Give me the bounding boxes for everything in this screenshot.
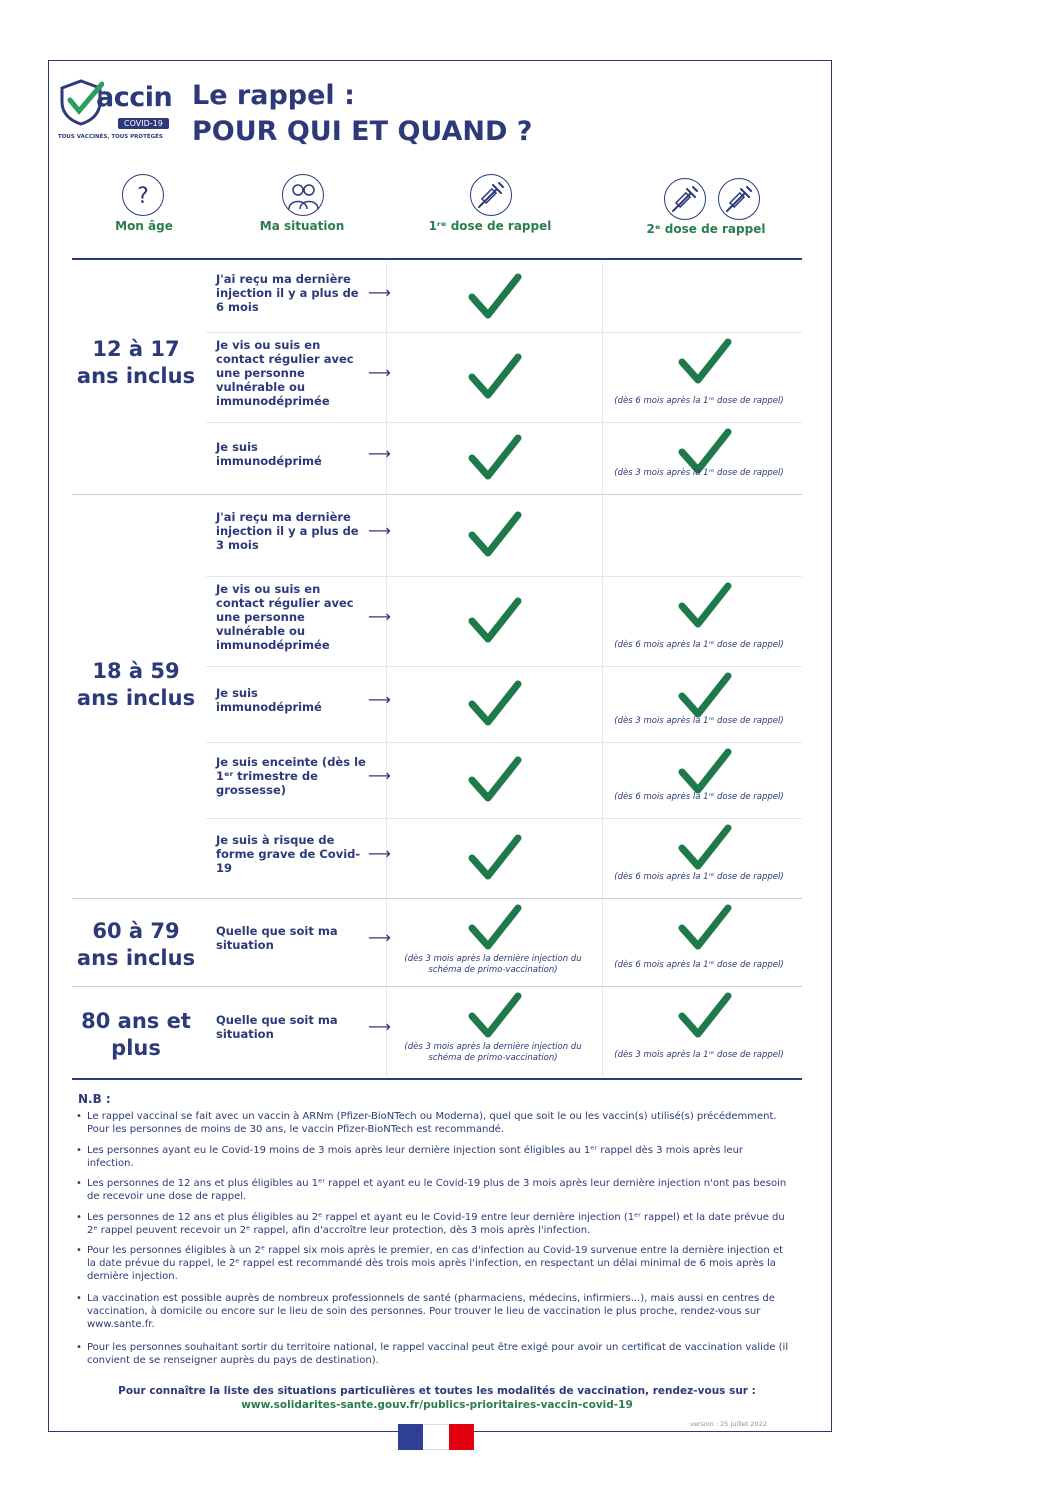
nb-item-text: • Pour les personnes souhaitant sortir du territoire national, le rappel vaccinal peut être exigé pour avoir un certificat de vaccination valide (il convient de se renseigner auprès du pays de destination).	[87, 1342, 789, 1366]
flag-white	[423, 1424, 448, 1450]
arrow-right-icon: ⟶	[368, 690, 391, 709]
header-age: Mon âge	[115, 219, 173, 233]
svg-text:?: ?	[137, 184, 149, 209]
people-icon	[282, 174, 324, 216]
dose2-note: (dès 6 mois après la 1ʳᵉ dose de rappel)	[614, 640, 784, 650]
dose2-check-icon	[678, 672, 732, 720]
dose1-check-icon	[468, 511, 522, 559]
syringe-icon	[664, 178, 706, 220]
dose1-check-icon	[468, 273, 522, 321]
dose1-check-icon	[468, 353, 522, 401]
question-icon	[122, 174, 164, 216]
situation-text: Je vis ou suis en contact régulier avec une personne vulnérable ou immunodéprimée	[216, 338, 354, 408]
row-separator	[206, 576, 802, 577]
dose2-check-icon	[678, 338, 732, 386]
version-label: version : 25 juillet 2022	[690, 1420, 767, 1428]
dose1-check-icon	[468, 597, 522, 645]
row-separator	[206, 666, 802, 667]
table-bottom-rule	[72, 1078, 802, 1080]
page-title-line2: POUR QUI ET QUAND ?	[192, 116, 533, 147]
arrow-right-icon: ⟶	[368, 928, 391, 947]
dose2-note: (dès 6 mois après la 1ʳᵉ dose de rappel)	[614, 872, 784, 882]
syringe-icon	[470, 174, 512, 216]
situation-text: J'ai reçu ma dernière injection il y a plus de 6 mois	[216, 272, 359, 314]
nb-item-text: • Les personnes de 12 ans et plus éligibles au 2ᵉ rappel et ayant eu le Covid-19 entre leur dernière injection (1ᵉʳ rappel) et la date prévue du 2ᵉ rappel peuvent recevoir un 2ᵉ rappel, afin d'accroître leur protection, dès 3 mois après l'infection.	[87, 1212, 785, 1236]
dose2-note: (dès 3 mois après la 1ʳᵉ dose de rappel)	[614, 1050, 784, 1060]
dose2-note: (dès 6 mois après la 1ʳᵉ dose de rappel)	[614, 792, 784, 802]
dose2-check-icon	[678, 582, 732, 630]
age-group-60-79: 60 à 79 ans inclus	[76, 919, 196, 970]
table-top-rule	[72, 258, 802, 260]
dose2-note: (dès 6 mois après la 1ʳᵉ dose de rappel)	[614, 396, 784, 406]
situation-text: Je suis à risque de forme grave de Covid-19	[216, 833, 361, 875]
age-group-12-17: 12 à 17 ans inclus	[76, 337, 196, 388]
nb-item-text: • Les personnes ayant eu le Covid-19 moins de 3 mois après leur dernière injection sont éligibles au 1ᵉʳ rappel dès 3 mois après leur infection.	[87, 1145, 744, 1169]
nb-item	[78, 1341, 790, 1367]
situation-text: J'ai reçu ma dernière injection il y a plus de 3 mois	[216, 510, 359, 552]
nb-item	[78, 1244, 790, 1283]
dose2-note: (dès 6 mois après la 1ʳᵉ dose de rappel)	[614, 960, 784, 970]
arrow-right-icon: ⟶	[368, 1017, 391, 1036]
row-separator	[206, 422, 802, 423]
arrow-right-icon: ⟶	[368, 521, 391, 540]
vaccin-logo	[58, 74, 178, 144]
flag-blue	[398, 1424, 423, 1450]
arrow-right-icon: ⟶	[368, 607, 391, 626]
dose2-check-icon	[678, 992, 732, 1040]
dose1-note: (dès 3 mois après la dernière injection du schéma de primo-vaccination)	[404, 954, 582, 975]
nb-item	[78, 1177, 790, 1203]
header-dose1: 1ʳᵉ dose de rappel	[428, 219, 552, 233]
nb-item-text: • Le rappel vaccinal se fait avec un vaccin à ARNm (Pfizer-BioNTech ou Moderna), quel que soit le ou les vaccin(s) utilisé(s) précédemment. Pour les personnes de moins de 30 ans, le vaccin Pfizer-BioNTech est recommandé.	[87, 1111, 777, 1135]
arrow-right-icon: ⟶	[368, 283, 391, 302]
arrow-right-icon: ⟶	[368, 844, 391, 863]
dose2-check-icon	[678, 904, 732, 952]
dose1-check-icon	[468, 434, 522, 482]
dose2-note: (dès 3 mois après la 1ʳᵉ dose de rappel)	[614, 716, 784, 726]
nb-item-text: • Pour les personnes éligibles à un 2ᵉ rappel six mois après le premier, en cas d'infection au Covid-19 survenue entre la dernière injection et la date prévue du rappel, le 2ᵉ rappel est recommandé dès trois mois après l'infection, en respectant un délai minimal de 6 mois après la dernière injection.	[87, 1245, 784, 1282]
dose1-note: (dès 3 mois après la dernière injection du schéma de primo-vaccination)	[404, 1042, 582, 1063]
page-title-line1: Le rappel :	[192, 80, 355, 111]
row-separator	[206, 332, 802, 333]
syringe-icon	[718, 178, 760, 220]
situation-text: Je suis immunodéprimé	[216, 440, 322, 468]
arrow-right-icon: ⟶	[368, 766, 391, 785]
nb-item	[78, 1292, 790, 1331]
logo-word: accin	[96, 82, 173, 113]
flag-red	[449, 1424, 474, 1450]
dose2-check-icon	[678, 824, 732, 872]
header-situation: Ma situation	[259, 219, 345, 233]
logo-badge: COVID-19	[118, 118, 169, 129]
age-group-80-plus: 80 ans et plus	[81, 1009, 191, 1060]
dose1-check-icon	[468, 904, 522, 952]
situation-text: Je suis enceinte (dès le 1ᵉʳ trimestre de grossesse)	[216, 755, 366, 797]
dose1-check-icon	[468, 992, 522, 1040]
nb-item-text: • Les personnes de 12 ans et plus éligibles au 1ᵉʳ rappel et ayant eu le Covid-19 plus de 3 mois après leur dernière injection n'ont pas besoin de recevoir une dose de rappel.	[87, 1178, 787, 1202]
dose1-check-icon	[468, 756, 522, 804]
nb-item-text: • La vaccination est possible auprès de nombreux professionnels de santé (pharmaciens, médecins, infirmiers...), mais aussi en centres de vaccination, à domicile ou encore sur le lieu de soin des personnes. Pour trouver le lieu de vaccination le plus proche, rendez-vous sur www.sante.fr.	[87, 1293, 775, 1330]
situation-text: Je suis immunodéprimé	[216, 686, 322, 714]
logo-tagline: TOUS VACCINÉS, TOUS PROTÉGÉS	[58, 134, 163, 140]
nb-item	[78, 1110, 790, 1136]
footer-link[interactable]: www.solidarites-sante.gouv.fr/publics-prioritaires-vaccin-covid-19	[241, 1399, 633, 1411]
row-separator	[72, 494, 802, 495]
arrow-right-icon: ⟶	[368, 363, 391, 382]
nb-item	[78, 1211, 790, 1237]
dose1-check-icon	[468, 680, 522, 728]
arrow-right-icon: ⟶	[368, 444, 391, 463]
nb-title: N.B :	[78, 1092, 111, 1106]
dose2-check-icon	[678, 748, 732, 796]
situation-text: Je vis ou suis en contact régulier avec une personne vulnérable ou immunodéprimée	[216, 582, 354, 652]
column-separator	[602, 262, 603, 1076]
header-dose2: 2ᵉ dose de rappel	[646, 222, 766, 236]
dose1-check-icon	[468, 834, 522, 882]
row-separator	[72, 898, 802, 899]
row-separator	[206, 742, 802, 743]
column-separator	[386, 262, 387, 1076]
dose2-note: (dès 3 mois après la 1ʳᵉ dose de rappel)	[614, 468, 784, 478]
situation-text: Quelle que soit ma situation	[216, 924, 338, 952]
situation-text: Quelle que soit ma situation	[216, 1013, 338, 1041]
footer-text: Pour connaître la liste des situations particulières et toutes les modalités de vaccination, rendez-vous sur :	[118, 1385, 756, 1397]
row-separator	[72, 986, 802, 987]
age-group-18-59: 18 à 59 ans inclus	[76, 659, 196, 710]
row-separator	[206, 818, 802, 819]
nb-item	[78, 1144, 790, 1170]
marianne-flag-logo	[398, 1424, 474, 1450]
